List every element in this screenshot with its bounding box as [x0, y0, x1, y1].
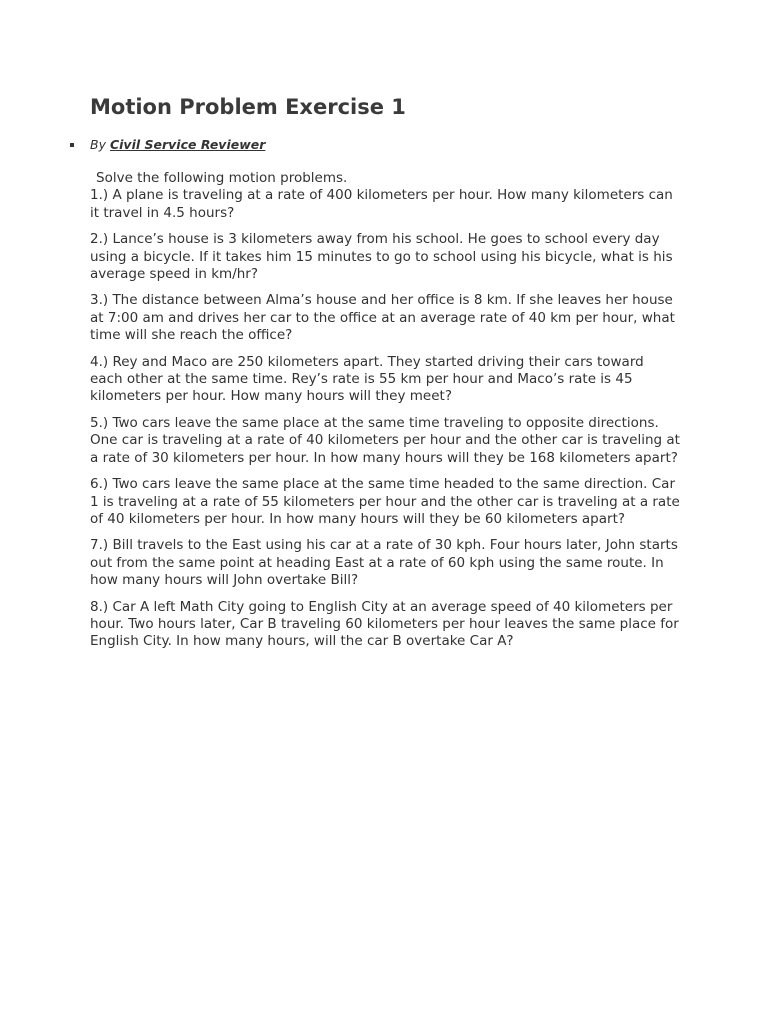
problem-paragraph: 8.) Car A left Math City going to English City at an average speed of 40 kilometers per hour. Two hours later, Car B traveling 60 kilometers per hour leaves the same place for English City. In how many hours, will the car B overtake Car A? [90, 598, 679, 650]
intro-text: Solve the following motion problems. [96, 170, 348, 186]
article-body [90, 170, 680, 660]
problem-paragraph: 4.) Rey and Maco are 250 kilometers apart. They started driving their cars toward each other at the same time. Rey’s rate is 55 km per hour and Maco’s rate is 45 kilometers per hour. How many hours will they meet? [90, 353, 644, 405]
problem-paragraph: 3.) The distance between Alma’s house and her office is 8 km. If she leaves her house at 7:00 am and drives her car to the office at an average rate of 40 km per hour, what time will she reach the office? [90, 292, 675, 344]
problem-text: 1.) A plane is traveling at a rate of 400 kilometers per hour. How many kilometers can it travel in 4.5 hours? [90, 187, 673, 221]
page-title: Motion Problem Exercise 1 [90, 95, 406, 119]
problem-paragraph: 7.) Bill travels to the East using his car at a rate of 30 kph. Four hours later, John starts out from the same point at heading East at a rate of 60 kph using the same route. In how many hours will John overtake Bill? [90, 537, 678, 589]
byline [66, 136, 265, 154]
byline-prefix: By [90, 137, 106, 152]
problem-paragraph: 6.) Two cars leave the same place at the same time headed to the same direction. Car 1 is traveling at a rate of 55 kilometers per hour and the other car is traveling at a rate of 40 kilometers per hour. In how many hours will they be 60 kilometers apart? [90, 476, 680, 527]
problem-paragraph [90, 170, 680, 222]
byline-list [66, 136, 265, 154]
author-link[interactable]: Civil Service Reviewer [109, 137, 266, 152]
problem-paragraph: 2.) Lance’s house is 3 kilometers away from his school. He goes to school every day using a bicycle. If it takes him 15 minutes to go to school using his bicycle, what is his average speed in km/hr? [90, 231, 673, 283]
bullet-icon [70, 143, 74, 147]
problem-paragraph: 5.) Two cars leave the same place at the same time traveling to opposite directions. One car is traveling at a rate of 40 kilometers per hour and the other car is traveling at a rate of 30 kilometers per hour. In how many hours will they be 168 kilometers apart? [90, 414, 680, 466]
